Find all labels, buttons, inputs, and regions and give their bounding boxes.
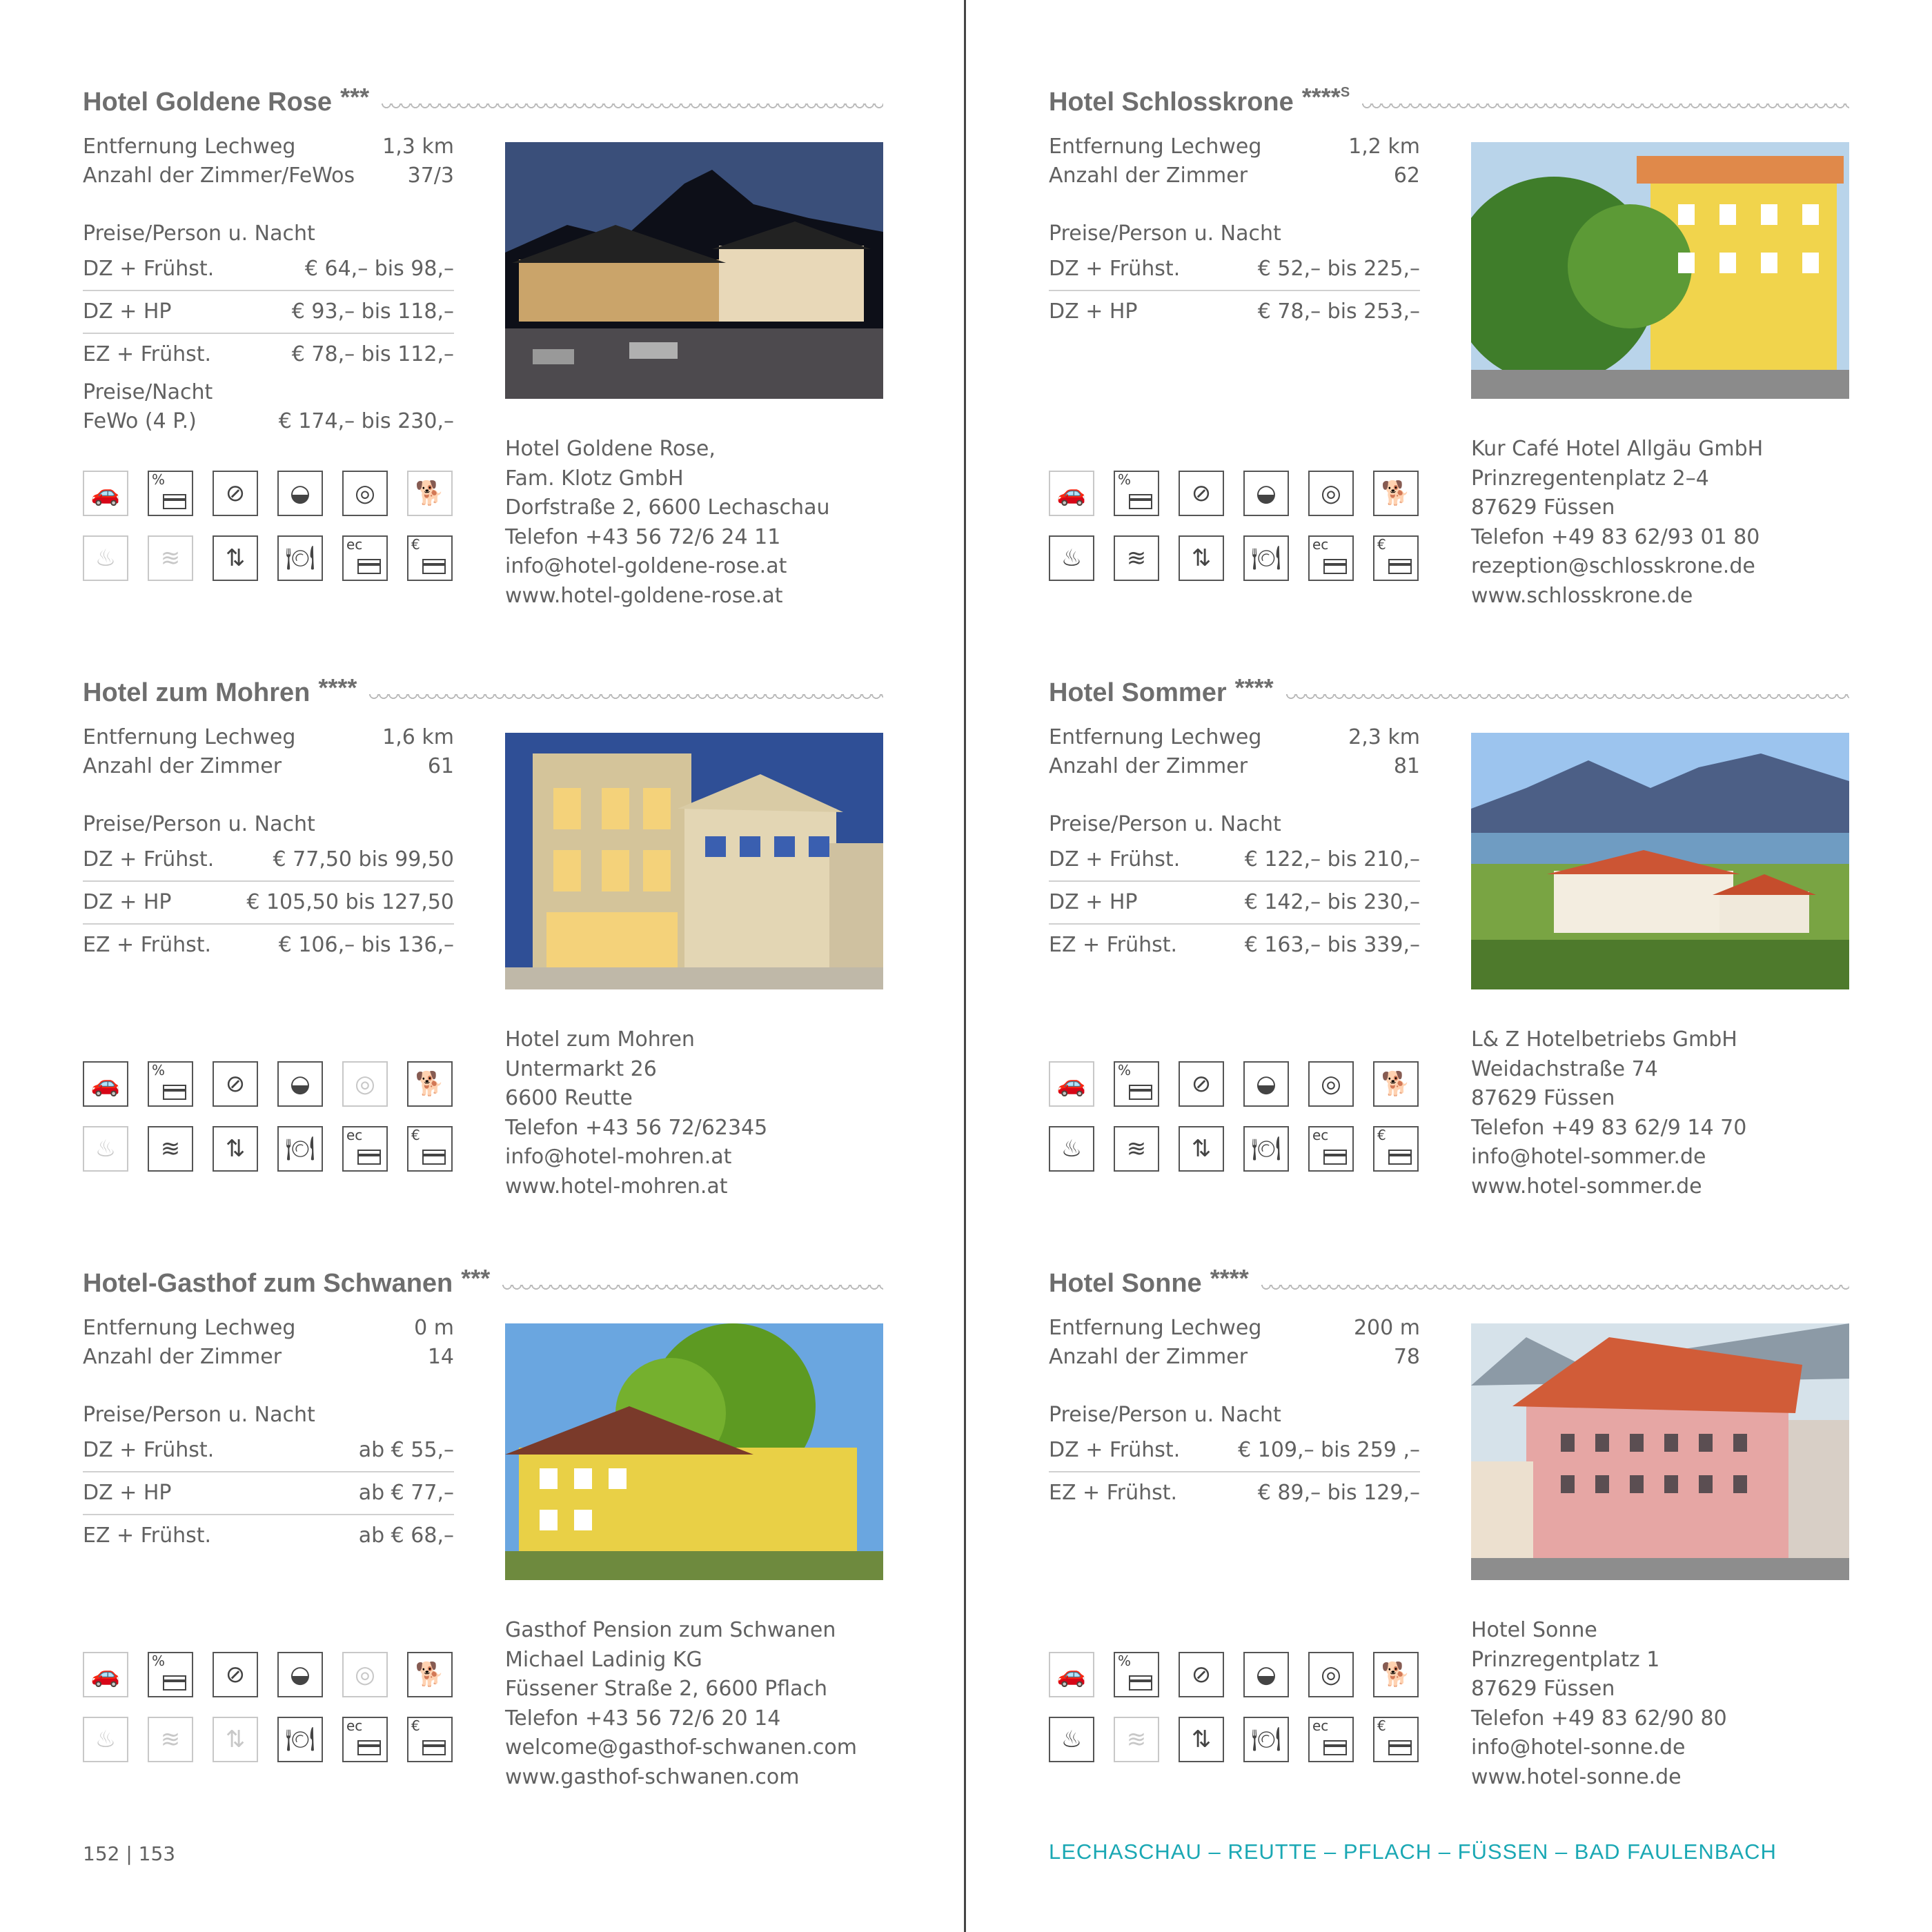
distance-label: Entfernung Lechweg [1049, 135, 1262, 159]
address-line: Telefon +43 56 72/62345 [505, 1115, 768, 1140]
elevator-icon: ⇅ [213, 535, 258, 581]
distance-value: 1,6 km [382, 725, 454, 749]
rooms-value: 37/3 [407, 164, 454, 188]
room-type: DZ + Frühst. [83, 1438, 215, 1462]
room-type: DZ + HP [83, 299, 172, 324]
room-type: DZ + Frühst. [83, 847, 215, 871]
prices-heading: Preise/Person u. Nacht [1049, 221, 1281, 246]
email-link[interactable]: info@hotel-mohren.at [505, 1145, 732, 1169]
hotel-photo [1471, 733, 1849, 989]
price-range: ab € 77,– [358, 1481, 454, 1505]
restaurant-icon: 🍽 [1243, 535, 1289, 581]
prices-heading: Preise/Person u. Nacht [1049, 812, 1281, 836]
hotel-title-row [1049, 1257, 1849, 1299]
hotel-stars: ****$^S$ [1301, 83, 1350, 111]
price-table [1049, 839, 1420, 966]
hotel-name: Hotel Sonne [1049, 1269, 1202, 1298]
hotel-card [1049, 76, 1849, 628]
prices-heading: Preise/Person u. Nacht [83, 1403, 315, 1427]
price-row [83, 925, 454, 966]
rooms-value: 62 [1393, 164, 1420, 188]
room-type: EZ + Frühst. [1049, 1481, 1178, 1505]
hotel-name: Hotel-Gasthof zum Schwanen [83, 1269, 453, 1298]
hotel-info [1049, 1314, 1420, 1514]
amenity-icons [1049, 471, 1421, 581]
wave-divider [382, 99, 883, 113]
price-row [1049, 1472, 1420, 1514]
hotel-card [83, 1257, 883, 1809]
no-smoking-icon: ⊘ [213, 1652, 258, 1697]
website-link[interactable]: www.hotel-goldene-rose.at [505, 583, 783, 608]
address-line: 87629 Füssen [1471, 1677, 1615, 1701]
fewo-price [83, 378, 454, 436]
price-row [1049, 839, 1420, 882]
hotel-name: Hotel zum Mohren [83, 678, 310, 707]
hotel-photo [505, 733, 883, 989]
price-range: € 77,50 bis 99,50 [273, 847, 454, 871]
hotel-title-row [1049, 667, 1849, 708]
hotel-card [1049, 1257, 1849, 1809]
rooms-value: 61 [427, 754, 454, 778]
address-line: Füssener Straße 2, 6600 Pflach [505, 1677, 828, 1701]
rooms-value: 78 [1393, 1345, 1420, 1369]
hotel-info [83, 1314, 454, 1557]
massage-icon: ♨ [83, 1126, 128, 1172]
price-range: ab € 68,– [358, 1524, 454, 1548]
euro-card-icon: € [407, 1717, 453, 1762]
amenity-icons [83, 471, 455, 581]
hairdryer-icon: ◒ [277, 1061, 323, 1107]
address-line: Hotel Goldene Rose, [505, 437, 716, 461]
hotel-photo [1471, 142, 1849, 399]
website-link[interactable]: www.hotel-mohren.at [505, 1174, 728, 1199]
ec-card-icon: ec [342, 1717, 388, 1762]
room-type: EZ + Frühst. [83, 342, 212, 366]
price-row [83, 882, 454, 925]
room-type: DZ + Frühst. [1049, 847, 1181, 871]
no-smoking-icon: ⊘ [1179, 1061, 1224, 1107]
room-type: DZ + HP [83, 890, 172, 914]
washing-machine-icon: ◎ [342, 471, 388, 516]
email-link[interactable]: welcome@gasthof-schwanen.com [505, 1735, 857, 1759]
discount-card-icon: % [148, 1652, 193, 1697]
parking-icon: 🚗 [83, 471, 128, 516]
elevator-icon: ⇅ [1179, 535, 1224, 581]
parking-icon: 🚗 [83, 1061, 128, 1107]
website-link[interactable]: www.gasthof-schwanen.com [505, 1764, 800, 1789]
wave-divider [1362, 99, 1849, 113]
page-gutter-divider [964, 0, 966, 1932]
price-row [83, 1472, 454, 1515]
address-line: Gasthof Pension zum Schwanen [505, 1618, 836, 1642]
address-line: Prinzregentenplatz 2–4 [1471, 466, 1709, 491]
hotel-stars: *** [340, 83, 370, 111]
dog-icon: 🐕 [407, 1652, 453, 1697]
address-line: 87629 Füssen [1471, 1086, 1615, 1110]
discount-card-icon: % [1114, 1061, 1159, 1107]
address-line: Untermarkt 26 [505, 1056, 657, 1081]
no-smoking-icon: ⊘ [213, 1061, 258, 1107]
hotel-name: Hotel Goldene Rose [83, 88, 333, 117]
website-link[interactable]: www.hotel-sonne.de [1471, 1764, 1682, 1789]
rooms-label: Anzahl der Zimmer [83, 754, 282, 778]
address-line: Telefon +43 56 72/6 24 11 [505, 524, 781, 549]
discount-card-icon: % [1114, 1652, 1159, 1697]
hotel-photo [1471, 1323, 1849, 1580]
restaurant-icon: 🍽 [1243, 1717, 1289, 1762]
hotel-stars: **** [1210, 1264, 1249, 1292]
address-line: Telefon +49 83 62/90 80 [1471, 1706, 1727, 1731]
price-range: € 78,– bis 112,– [291, 342, 454, 366]
address-line: Michael Ladinig KG [505, 1647, 702, 1672]
distance-label: Entfernung Lechweg [1049, 725, 1262, 749]
website-link[interactable]: www.hotel-sommer.de [1471, 1174, 1702, 1199]
sauna-icon: ≋ [1114, 1717, 1159, 1762]
hotel-info [83, 132, 454, 436]
price-range: € 106,– bis 136,– [278, 933, 454, 957]
massage-icon: ♨ [1049, 1717, 1094, 1762]
ec-card-icon: ec [342, 1126, 388, 1172]
no-smoking-icon: ⊘ [1179, 471, 1224, 516]
euro-card-icon: € [407, 535, 453, 581]
price-table [1049, 1430, 1420, 1514]
fewo-label: FeWo (4 P.) [83, 409, 197, 433]
ec-card-icon: ec [1308, 1126, 1354, 1172]
hotel-title-row [83, 1257, 883, 1299]
hairdryer-icon: ◒ [1243, 471, 1289, 516]
address-line: Telefon +49 83 62/9 14 70 [1471, 1115, 1747, 1140]
restaurant-icon: 🍽 [1243, 1126, 1289, 1172]
address-line: Hotel Sonne [1471, 1618, 1597, 1642]
prices-heading: Preise/Person u. Nacht [83, 221, 315, 246]
price-row [83, 1430, 454, 1472]
amenity-icons [83, 1652, 455, 1762]
page-numbers: 152 | 153 [83, 1842, 176, 1865]
washing-machine-icon: ◎ [342, 1061, 388, 1107]
price-table [83, 1430, 454, 1557]
elevator-icon: ⇅ [213, 1126, 258, 1172]
distance-value: 0 m [414, 1316, 454, 1340]
hotel-info [83, 723, 454, 966]
sauna-icon: ≋ [148, 1717, 193, 1762]
price-range: € 163,– bis 339,– [1244, 933, 1420, 957]
wave-divider [1286, 690, 1849, 704]
euro-card-icon: € [1373, 1717, 1419, 1762]
address-line: 87629 Füssen [1471, 495, 1615, 520]
dog-icon: 🐕 [407, 1061, 453, 1107]
parking-icon: 🚗 [83, 1652, 128, 1697]
route-footer: LECHASCHAU – REUTTE – PFLACH – FÜSSEN – BAD FAULENBACH [1049, 1840, 1777, 1864]
price-range: € 52,– bis 225,– [1257, 257, 1420, 281]
hotel-info [1049, 723, 1420, 966]
hotel-title-row [1049, 76, 1849, 117]
email-link[interactable]: info@hotel-sommer.de [1471, 1145, 1706, 1169]
euro-card-icon: € [1373, 1126, 1419, 1172]
euro-card-icon: € [407, 1126, 453, 1172]
washing-machine-icon: ◎ [1308, 471, 1354, 516]
prices-heading: Preise/Person u. Nacht [83, 812, 315, 836]
price-range: € 93,– bis 118,– [291, 299, 454, 324]
ec-card-icon: ec [1308, 1717, 1354, 1762]
massage-icon: ♨ [83, 1717, 128, 1762]
distance-value: 2,3 km [1348, 725, 1420, 749]
room-type: EZ + Frühst. [83, 1524, 212, 1548]
price-range: ab € 55,– [358, 1438, 454, 1462]
hotel-stars: **** [318, 673, 357, 702]
price-table [83, 839, 454, 966]
elevator-icon: ⇅ [213, 1717, 258, 1762]
hotel-title-row [83, 76, 883, 117]
ec-card-icon: ec [342, 535, 388, 581]
amenity-icons [1049, 1061, 1421, 1172]
price-range: € 78,– bis 253,– [1257, 299, 1420, 324]
email-link[interactable]: info@hotel-goldene-rose.at [505, 554, 787, 578]
parking-icon: 🚗 [1049, 1061, 1094, 1107]
price-row [83, 1515, 454, 1557]
price-row [1049, 925, 1420, 966]
room-type: EZ + Frühst. [1049, 933, 1178, 957]
price-row [83, 334, 454, 375]
amenity-icons [1049, 1652, 1421, 1762]
no-smoking-icon: ⊘ [213, 471, 258, 516]
sauna-icon: ≋ [1114, 1126, 1159, 1172]
price-range: € 89,– bis 129,– [1257, 1481, 1420, 1505]
address-line: Weidachstraße 74 [1471, 1056, 1658, 1081]
distance-label: Entfernung Lechweg [83, 135, 296, 159]
hotel-address [505, 1616, 891, 1792]
distance-value: 1,3 km [382, 135, 454, 159]
hotel-address [1471, 435, 1857, 611]
wave-divider [1261, 1281, 1849, 1294]
rooms-value: 81 [1393, 754, 1420, 778]
room-type: EZ + Frühst. [83, 933, 212, 957]
price-range: € 142,– bis 230,– [1244, 890, 1420, 914]
price-row [83, 291, 454, 334]
address-line: Fam. Klotz GmbH [505, 466, 684, 491]
distance-value: 200 m [1353, 1316, 1420, 1340]
price-row [83, 839, 454, 882]
distance-label: Entfernung Lechweg [83, 725, 296, 749]
dog-icon: 🐕 [1373, 1652, 1419, 1697]
rooms-label: Anzahl der Zimmer/FeWos [83, 164, 355, 188]
elevator-icon: ⇅ [1179, 1717, 1224, 1762]
fewo-heading: Preise/Nacht [83, 380, 213, 404]
wave-divider [502, 1281, 883, 1294]
address-line: 6600 Reutte [505, 1086, 633, 1110]
hotel-title-row [83, 667, 883, 708]
hotel-address [1471, 1025, 1857, 1201]
euro-card-icon: € [1373, 535, 1419, 581]
hotel-address [505, 1025, 891, 1201]
address-line: Telefon +43 56 72/6 20 14 [505, 1706, 781, 1731]
hotel-address [1471, 1616, 1857, 1792]
massage-icon: ♨ [1049, 535, 1094, 581]
fewo-price-value: € 174,– bis 230,– [278, 409, 454, 433]
email-link[interactable]: rezeption@schlosskrone.de [1471, 554, 1755, 578]
price-range: € 64,– bis 98,– [304, 257, 454, 281]
price-range: € 109,– bis 259 ,– [1238, 1438, 1420, 1462]
price-table [1049, 248, 1420, 333]
amenity-icons [83, 1061, 455, 1172]
hairdryer-icon: ◒ [277, 1652, 323, 1697]
hotel-info [1049, 132, 1420, 333]
elevator-icon: ⇅ [1179, 1126, 1224, 1172]
sauna-icon: ≋ [1114, 535, 1159, 581]
hotel-card [83, 76, 883, 628]
hairdryer-icon: ◒ [277, 471, 323, 516]
massage-icon: ♨ [1049, 1126, 1094, 1172]
email-link[interactable]: info@hotel-sonne.de [1471, 1735, 1686, 1759]
dog-icon: 🐕 [407, 471, 453, 516]
hotel-card [1049, 667, 1849, 1219]
sauna-icon: ≋ [148, 1126, 193, 1172]
dog-icon: 🐕 [1373, 1061, 1419, 1107]
hairdryer-icon: ◒ [1243, 1652, 1289, 1697]
restaurant-icon: 🍽 [277, 1126, 323, 1172]
restaurant-icon: 🍽 [277, 535, 323, 581]
rooms-value: 14 [427, 1345, 454, 1369]
hotel-address [505, 435, 891, 611]
price-row [1049, 248, 1420, 291]
price-row [83, 248, 454, 291]
hotel-name: Hotel Sommer [1049, 678, 1227, 707]
prices-heading: Preise/Person u. Nacht [1049, 1403, 1281, 1427]
room-type: DZ + HP [83, 1481, 172, 1505]
address-line: Prinzregentplatz 1 [1471, 1647, 1660, 1672]
no-smoking-icon: ⊘ [1179, 1652, 1224, 1697]
address-line: Dorfstraße 2, 6600 Lechaschau [505, 495, 830, 520]
room-type: DZ + Frühst. [83, 257, 215, 281]
address-line: L& Z Hotelbetriebs GmbH [1471, 1027, 1737, 1052]
parking-icon: 🚗 [1049, 1652, 1094, 1697]
discount-card-icon: % [1114, 471, 1159, 516]
price-table [83, 248, 454, 375]
room-type: DZ + Frühst. [1049, 257, 1181, 281]
price-row [1049, 1430, 1420, 1472]
hotel-card [83, 667, 883, 1219]
hotel-photo [505, 1323, 883, 1580]
hotel-stars: *** [461, 1264, 491, 1292]
distance-label: Entfernung Lechweg [1049, 1316, 1262, 1340]
ec-card-icon: ec [1308, 535, 1354, 581]
distance-value: 1,2 km [1348, 135, 1420, 159]
washing-machine-icon: ◎ [1308, 1652, 1354, 1697]
room-type: DZ + HP [1049, 299, 1138, 324]
discount-card-icon: % [148, 471, 193, 516]
rooms-label: Anzahl der Zimmer [83, 1345, 282, 1369]
address-line: Telefon +49 83 62/93 01 80 [1471, 524, 1760, 549]
discount-card-icon: % [148, 1061, 193, 1107]
wave-divider [369, 690, 883, 704]
price-row [1049, 291, 1420, 333]
hairdryer-icon: ◒ [1243, 1061, 1289, 1107]
rooms-label: Anzahl der Zimmer [1049, 164, 1248, 188]
hotel-name: Hotel Schlosskrone [1049, 88, 1294, 117]
parking-icon: 🚗 [1049, 471, 1094, 516]
room-type: DZ + HP [1049, 890, 1138, 914]
washing-machine-icon: ◎ [342, 1652, 388, 1697]
rooms-label: Anzahl der Zimmer [1049, 754, 1248, 778]
address-line: Kur Café Hotel Allgäu GmbH [1471, 437, 1764, 461]
address-line: Hotel zum Mohren [505, 1027, 695, 1052]
sauna-icon: ≋ [148, 535, 193, 581]
price-row [1049, 882, 1420, 925]
distance-label: Entfernung Lechweg [83, 1316, 296, 1340]
room-type: DZ + Frühst. [1049, 1438, 1181, 1462]
hotel-stars: **** [1234, 673, 1274, 702]
massage-icon: ♨ [83, 535, 128, 581]
rooms-label: Anzahl der Zimmer [1049, 1345, 1248, 1369]
dog-icon: 🐕 [1373, 471, 1419, 516]
restaurant-icon: 🍽 [277, 1717, 323, 1762]
website-link[interactable]: www.schlosskrone.de [1471, 583, 1693, 608]
hotel-photo [505, 142, 883, 399]
washing-machine-icon: ◎ [1308, 1061, 1354, 1107]
price-range: € 105,50 bis 127,50 [246, 890, 454, 914]
price-range: € 122,– bis 210,– [1244, 847, 1420, 871]
